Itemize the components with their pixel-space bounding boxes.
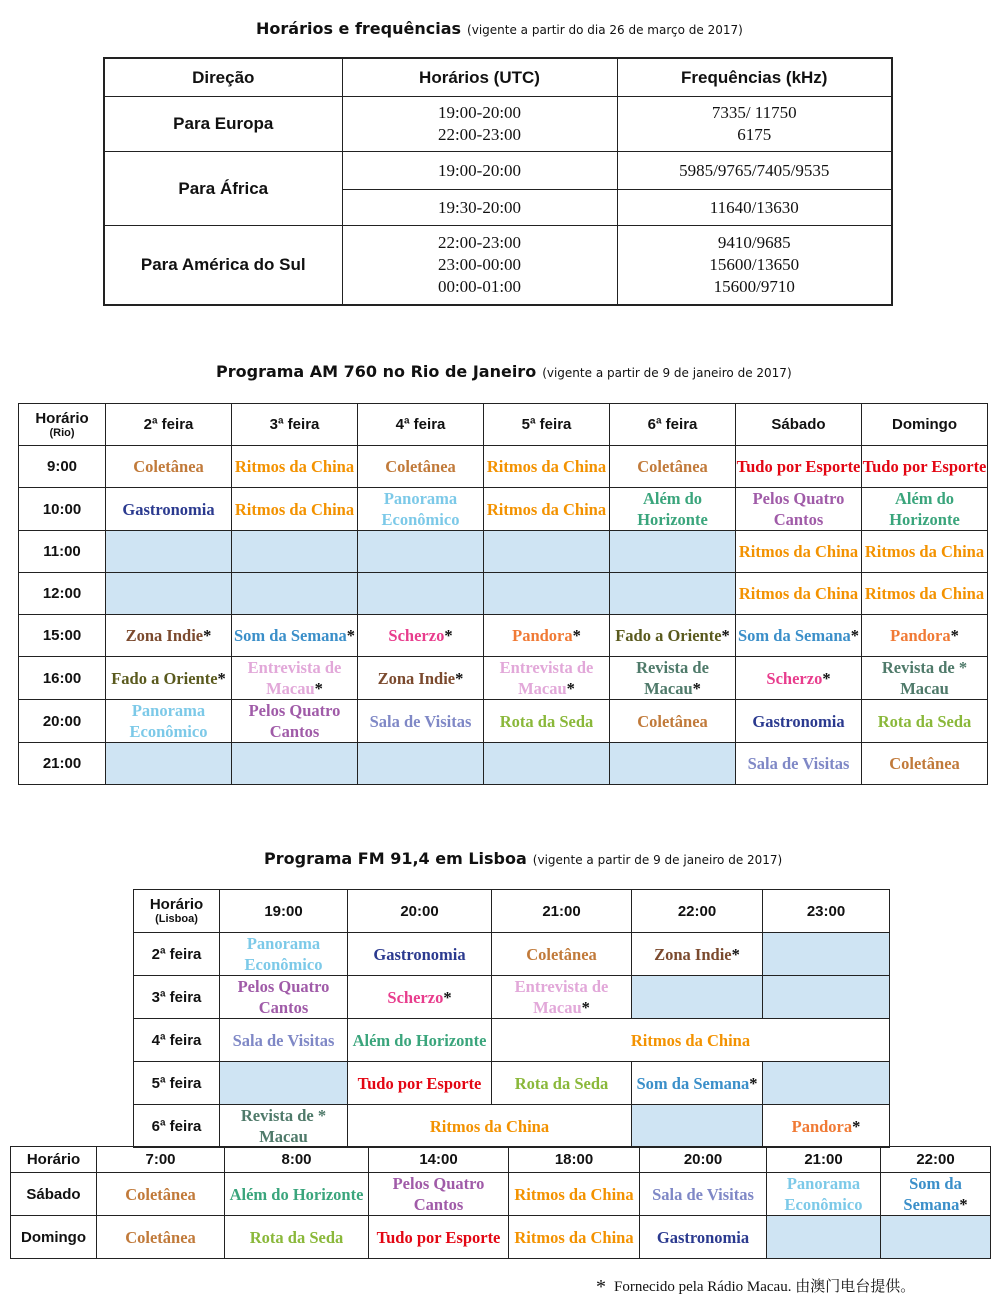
schedule-row (19, 657, 988, 700)
program-cell (862, 488, 988, 531)
program-name: Coletânea (889, 754, 960, 773)
footnote-star: * (572, 626, 581, 645)
direction-south-america: Para América do Sul (104, 226, 342, 305)
time-label: 10:00 (19, 488, 106, 531)
header-time-sub: (Rio) (49, 426, 75, 439)
footnote-star: * (444, 626, 453, 645)
program-cell (348, 1062, 492, 1105)
empty-slot (106, 573, 232, 615)
program-name: Pandora (890, 626, 951, 645)
program-cell (484, 657, 610, 700)
day-header: Domingo (862, 404, 988, 446)
program-name: Além do Horizonte (637, 489, 708, 529)
day-label: 6ª feira (134, 1105, 220, 1148)
section1-heading: Horários e frequências (256, 19, 462, 38)
direction-africa: Para África (104, 152, 342, 226)
program-name: Tudo por Esporte (862, 457, 987, 476)
empty-slot (632, 1105, 763, 1148)
program-name: Pelos Quatro Cantos (237, 977, 330, 1017)
program-name: Ritmos da China (514, 1184, 634, 1204)
lisbon-weekday-table (133, 889, 890, 1148)
day-label: Domingo (11, 1216, 97, 1259)
footnote-mark: * (596, 1276, 606, 1298)
program-cell (736, 488, 862, 531)
program-name: Pandora (512, 626, 573, 645)
program-cell (232, 657, 358, 700)
program-cell (232, 700, 358, 743)
footnote-star: * (692, 679, 701, 698)
footnote-star: * (852, 1116, 861, 1136)
frequency-table (103, 57, 893, 306)
empty-slot (767, 1216, 881, 1259)
empty-slot (106, 531, 232, 573)
header-direction: Direção (104, 58, 342, 97)
program-cell (369, 1173, 509, 1216)
program-name: Ritmos da China (738, 584, 859, 603)
footnote-star: * (346, 626, 356, 645)
program-cell (358, 657, 484, 700)
program-name: Ritmos da China (864, 542, 985, 561)
time-africa-2: 19:30-20:00 (342, 190, 617, 226)
footnote-star: * (581, 998, 590, 1017)
footnote-star: * (566, 679, 575, 698)
freqs-south-america (617, 226, 892, 305)
time-label: 12:00 (19, 573, 106, 615)
program-cell (736, 573, 862, 615)
day-header: 4ª feira (358, 404, 484, 446)
program-cell (632, 1062, 763, 1105)
program-cell (106, 700, 232, 743)
program-cell (632, 933, 763, 976)
program-name: Rota da Seda (877, 711, 972, 731)
program-name: Panorama Econômico (244, 934, 323, 974)
program-cell (369, 1216, 509, 1259)
footnote (596, 1275, 915, 1299)
header-times: Horários (UTC) (342, 58, 617, 97)
schedule-row (134, 1019, 890, 1062)
program-cell (736, 700, 862, 743)
freq-value: 6175 (737, 125, 772, 144)
footnote-star: * (203, 626, 212, 645)
program-cell (610, 615, 736, 657)
footnote-star: * (850, 626, 860, 645)
program-name: Som da Semana (903, 1174, 962, 1214)
program-name: Zona Indie (125, 626, 204, 645)
program-name: Tudo por Esporte (736, 457, 861, 476)
program-cell (862, 743, 988, 785)
section3-heading: Programa FM 91,4 em Lisboa (264, 849, 527, 868)
time-header: 22:00 (881, 1147, 991, 1173)
program-cell (232, 446, 358, 488)
time-value: 23:00-00:00 (437, 254, 522, 274)
program-cell (106, 615, 232, 657)
program-name: Coletânea (385, 457, 456, 476)
time-label: 9:00 (19, 446, 106, 488)
footnote-star: * (455, 668, 464, 688)
program-name: Panorama Econômico (381, 489, 460, 529)
program-cell (509, 1173, 640, 1216)
program-cell (610, 446, 736, 488)
header-time (19, 404, 106, 446)
header-row (19, 404, 988, 446)
empty-slot (484, 743, 610, 785)
schedule-row (134, 933, 890, 976)
program-cell (97, 1173, 225, 1216)
program-name: Coletânea (125, 1227, 196, 1247)
program-name: Ritmos da China (234, 457, 355, 476)
header-time-label: Horário (35, 409, 89, 427)
program-name: Coletânea (637, 457, 708, 476)
empty-slot (763, 933, 890, 976)
header-time-label: Horário (149, 896, 204, 913)
program-name: Scherzo (388, 626, 445, 645)
program-name: Além do Horizonte (889, 489, 960, 529)
day-header: 2ª feira (106, 404, 232, 446)
program-cell (736, 531, 862, 573)
program-cell (225, 1173, 369, 1216)
day-header: 5ª feira (484, 404, 610, 446)
footnote-star: * (731, 944, 740, 964)
program-cell (358, 615, 484, 657)
program-name: Sala de Visitas (652, 1184, 754, 1204)
program-cell (736, 615, 862, 657)
empty-slot (632, 976, 763, 1019)
program-name: Gastronomia (122, 499, 215, 519)
time-label: 11:00 (19, 531, 106, 573)
program-name: Coletânea (526, 944, 597, 964)
time-header: 7:00 (97, 1147, 225, 1173)
program-cell (484, 700, 610, 743)
program-cell (225, 1216, 369, 1259)
program-name: Zona Indie (654, 944, 732, 964)
time-header: 19:00 (220, 890, 348, 933)
footnote-star: * (822, 668, 831, 688)
program-name: Entrevista de Macau (499, 658, 594, 698)
footnote-star: * (721, 626, 730, 645)
schedule-row (11, 1216, 991, 1259)
program-cell (348, 976, 492, 1019)
program-cell (610, 657, 736, 700)
program-name: Fado a Oriente (615, 626, 722, 645)
program-name: Revista de * Macau (881, 658, 968, 698)
program-name: Gastronomia (373, 944, 466, 964)
section2-subtitle: (vigente a partir de 9 de janeiro de 2017) (542, 366, 792, 380)
footnote-star: * (749, 1073, 758, 1093)
program-cell (767, 1173, 881, 1216)
day-header: 6ª feira (610, 404, 736, 446)
empty-slot (358, 743, 484, 785)
program-cell (640, 1173, 767, 1216)
program-name: Som da Semana (233, 626, 347, 645)
program-cell (348, 933, 492, 976)
program-cell (736, 657, 862, 700)
program-cell (358, 488, 484, 531)
program-cell (610, 488, 736, 531)
program-cell (348, 1019, 492, 1062)
program-name: Ritmos da China (864, 584, 985, 603)
time-value: 00:00-01:00 (437, 276, 522, 296)
program-cell (484, 615, 610, 657)
footnote-star: * (959, 1195, 968, 1214)
empty-slot (220, 1062, 348, 1105)
footnote-star: * (443, 987, 452, 1007)
header-row (134, 890, 890, 933)
program-cell (484, 446, 610, 488)
time-header: 8:00 (225, 1147, 369, 1173)
program-name: Tudo por Esporte (357, 1073, 482, 1093)
program-cell (97, 1216, 225, 1259)
program-cell (484, 488, 610, 531)
schedule-row (19, 531, 988, 573)
program-name: Panorama Econômico (129, 701, 208, 741)
program-cell (610, 700, 736, 743)
empty-slot (232, 743, 358, 785)
time-header: 18:00 (509, 1147, 640, 1173)
schedule-row (19, 488, 988, 531)
freq-value: 15600/9710 (713, 276, 795, 296)
empty-slot (881, 1216, 991, 1259)
times-south-america (342, 226, 617, 305)
footnote-star: * (217, 668, 226, 688)
program-name: Revista de * Macau (240, 1106, 327, 1146)
header-frequencies: Frequências (kHz) (617, 58, 892, 97)
program-name: Além do Horizonte (229, 1184, 364, 1204)
program-name: Fado a Oriente (111, 668, 218, 688)
program-cell (106, 488, 232, 531)
program-cell (106, 657, 232, 700)
program-name: Tudo por Esporte (376, 1227, 501, 1247)
empty-slot (358, 573, 484, 615)
program-cell (640, 1216, 767, 1259)
section1-title (256, 19, 743, 39)
day-header: Sábado (736, 404, 862, 446)
program-cell (220, 933, 348, 976)
program-name: Gastronomia (752, 711, 845, 731)
program-name: Entrevista de Macau (247, 658, 342, 698)
day-label: 4ª feira (134, 1019, 220, 1062)
program-name: Entrevista de Macau (514, 977, 609, 1017)
program-cell (492, 1019, 890, 1062)
schedule-row (19, 446, 988, 488)
section3-title (264, 849, 782, 869)
freq-africa-1: 5985/9765/7405/9535 (617, 152, 892, 190)
section3-subtitle: (vigente a partir de 9 de janeiro de 2017) (532, 853, 783, 867)
time-label: 20:00 (19, 700, 106, 743)
empty-slot (763, 976, 890, 1019)
footnote-star: * (950, 626, 959, 645)
program-name: Panorama Econômico (784, 1174, 863, 1214)
time-label: 15:00 (19, 615, 106, 657)
time-header: 21:00 (767, 1147, 881, 1173)
header-time-sub: (Lisboa) (155, 913, 198, 925)
time-header: 21:00 (492, 890, 632, 933)
program-name: Ritmos da China (486, 499, 607, 519)
header-time: Horário (11, 1147, 97, 1173)
program-cell (492, 933, 632, 976)
program-cell (358, 446, 484, 488)
section2-heading: Programa AM 760 no Rio de Janeiro (216, 362, 537, 381)
empty-slot (358, 531, 484, 573)
time-label: 21:00 (19, 743, 106, 785)
time-header: 23:00 (763, 890, 890, 933)
program-name: Som da Semana (737, 626, 851, 645)
empty-slot (232, 531, 358, 573)
schedule-row (134, 1105, 890, 1148)
program-name: Revista de Macau (636, 658, 709, 698)
section1-subtitle: (vigente a partir do dia 26 de março de 2017) (467, 23, 743, 37)
times-europe (342, 97, 617, 152)
program-name: Ritmos da China (429, 1116, 550, 1136)
time-value: 22:00-23:00 (437, 232, 522, 252)
time-label: 16:00 (19, 657, 106, 700)
program-name: Som da Semana (636, 1073, 750, 1093)
program-name: Rota da Seda (249, 1227, 344, 1247)
footnote-text: Fornecido pela Rádio Macau. 由澳门电台提供。 (614, 1279, 916, 1295)
program-cell (862, 700, 988, 743)
direction-europe: Para Europa (104, 97, 342, 152)
schedule-row (19, 700, 988, 743)
schedule-row (134, 1062, 890, 1105)
program-name: Pandora (791, 1116, 853, 1136)
schedule-row (11, 1173, 991, 1216)
time-header: 20:00 (348, 890, 492, 933)
program-name: Coletânea (125, 1184, 196, 1204)
rio-schedule-table (18, 403, 988, 785)
program-name: Coletânea (637, 711, 708, 731)
program-cell (232, 615, 358, 657)
time-value: 19:00-20:00 (437, 103, 522, 122)
program-name: Ritmos da China (514, 1227, 634, 1247)
empty-slot (106, 743, 232, 785)
program-cell (736, 743, 862, 785)
day-header: 3ª feira (232, 404, 358, 446)
program-cell (763, 1105, 890, 1148)
program-cell (220, 976, 348, 1019)
program-cell (862, 446, 988, 488)
program-cell (736, 446, 862, 488)
program-cell (220, 1105, 348, 1148)
program-name: Sala de Visitas (747, 754, 850, 773)
program-name: Pelos Quatro Cantos (248, 701, 341, 741)
time-header: 20:00 (640, 1147, 767, 1173)
program-cell (106, 446, 232, 488)
empty-slot (484, 573, 610, 615)
empty-slot (610, 573, 736, 615)
program-cell (492, 1062, 632, 1105)
program-cell (862, 615, 988, 657)
freq-value: 7335/ 11750 (711, 103, 797, 122)
header-time (134, 890, 220, 933)
day-label: Sábado (11, 1173, 97, 1216)
program-cell (220, 1019, 348, 1062)
time-value: 22:00-23:00 (437, 125, 522, 144)
section2-title (216, 362, 792, 382)
program-cell (862, 573, 988, 615)
program-cell (862, 657, 988, 700)
freq-africa-2: 11640/13630 (617, 190, 892, 226)
empty-slot (484, 531, 610, 573)
time-africa-1: 19:00-20:00 (342, 152, 617, 190)
program-name: Pelos Quatro Cantos (392, 1174, 485, 1214)
day-label: 5ª feira (134, 1062, 220, 1105)
header-row (11, 1147, 991, 1173)
freqs-europe (617, 97, 892, 152)
empty-slot (610, 743, 736, 785)
program-name: Sala de Visitas (369, 711, 472, 731)
schedule-row (19, 743, 988, 785)
freq-value: 9410/9685 (717, 232, 791, 252)
program-name: Rota da Seda (499, 711, 594, 731)
empty-slot (232, 573, 358, 615)
program-name: Sala de Visitas (232, 1030, 335, 1050)
program-cell (348, 1105, 632, 1148)
schedule-row (134, 976, 890, 1019)
program-name: Rota da Seda (514, 1073, 609, 1093)
day-label: 2ª feira (134, 933, 220, 976)
program-name: Pelos Quatro Cantos (752, 489, 845, 529)
time-header: 14:00 (369, 1147, 509, 1173)
program-name: Ritmos da China (486, 457, 607, 476)
footnote-star: * (314, 679, 323, 698)
program-name: Ritmos da China (738, 542, 859, 561)
program-cell (358, 700, 484, 743)
program-name: Scherzo (387, 987, 444, 1007)
program-cell (881, 1173, 991, 1216)
schedule-row (19, 573, 988, 615)
program-cell (232, 488, 358, 531)
program-name: Além do Horizonte (352, 1030, 487, 1050)
program-name: Ritmos da China (630, 1030, 751, 1050)
empty-slot (610, 531, 736, 573)
program-cell (492, 976, 632, 1019)
time-header: 22:00 (632, 890, 763, 933)
day-label: 3ª feira (134, 976, 220, 1019)
freq-value: 15600/13650 (709, 254, 800, 274)
empty-slot (763, 1062, 890, 1105)
program-name: Zona Indie (377, 668, 456, 688)
program-name: Scherzo (766, 668, 823, 688)
schedule-row (19, 615, 988, 657)
program-cell (862, 531, 988, 573)
program-name: Gastronomia (656, 1227, 750, 1247)
program-name: Ritmos da China (234, 499, 355, 519)
lisbon-weekend-table (10, 1146, 991, 1259)
program-cell (509, 1216, 640, 1259)
program-name: Coletânea (133, 457, 204, 476)
